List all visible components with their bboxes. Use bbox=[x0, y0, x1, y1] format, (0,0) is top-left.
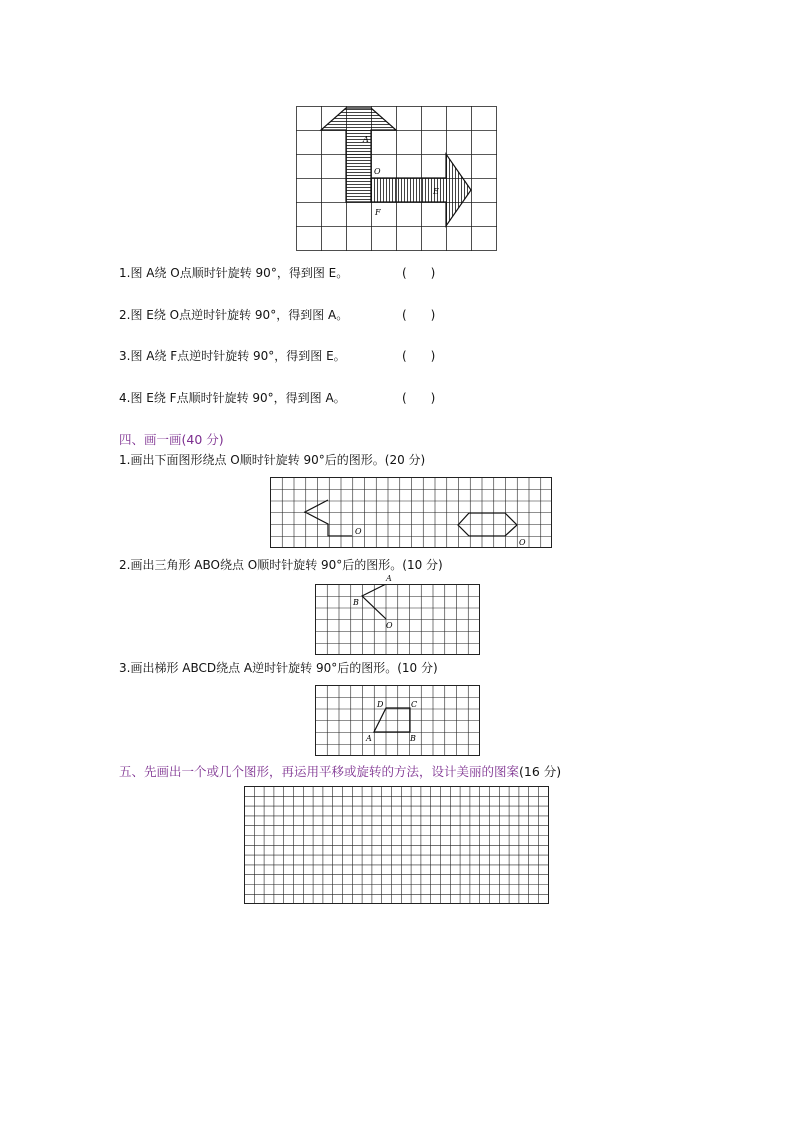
label-d-q3: D bbox=[377, 700, 384, 709]
grid-q5-lines bbox=[244, 786, 549, 904]
drawing-grid-q3[interactable] bbox=[315, 685, 480, 756]
judgement-item-3: 3.图 A绕 F点逆时针旋转 90°，得到图 E。 bbox=[119, 349, 346, 363]
answer-bracket-3[interactable]: ( ) bbox=[402, 349, 436, 363]
arrow-shape-e bbox=[371, 154, 471, 226]
grid-q1-lines bbox=[270, 477, 552, 548]
label-c-q3: C bbox=[411, 700, 418, 709]
answer-bracket-4[interactable]: ( ) bbox=[402, 391, 436, 405]
shape-angle bbox=[305, 500, 352, 536]
answer-bracket-1[interactable]: ( ) bbox=[402, 266, 436, 280]
drawing-grid-q2[interactable] bbox=[315, 584, 480, 655]
rotation-figure bbox=[296, 106, 498, 252]
section-5-heading-text: 五、先画出一个或几个图形，再运用平移或旋转的方法，设计美丽的图案 bbox=[119, 764, 520, 779]
label-o-1: O bbox=[355, 527, 362, 536]
label-e: E bbox=[433, 187, 439, 196]
judgement-item-2: 2.图 E绕 O点逆时针旋转 90°，得到图 A。 bbox=[119, 308, 349, 322]
label-a-q3: A bbox=[366, 734, 372, 743]
label-a-q2-top: A bbox=[386, 574, 392, 583]
label-f: F bbox=[375, 208, 381, 217]
section-4-heading: 四、画一画(40 分) bbox=[119, 432, 224, 447]
judgement-item-1: 1.图 A绕 O点顺时针旋转 90°，得到图 E。 bbox=[119, 266, 349, 280]
grid-q2-lines bbox=[315, 584, 480, 655]
answer-bracket-2[interactable]: ( ) bbox=[402, 308, 436, 322]
section-5-heading bbox=[119, 764, 561, 780]
design-grid[interactable] bbox=[244, 786, 549, 904]
section-4-question-1: 1.画出下面图形绕点 O顺时针旋转 90°后的图形。(20 分) bbox=[119, 453, 426, 467]
grid-q3-lines bbox=[315, 685, 480, 756]
label-o-2: O bbox=[519, 538, 526, 547]
shape-trapezoid bbox=[374, 708, 410, 732]
section-4-question-2: 2.画出三角形 ABO绕点 O顺时针旋转 90°后的图形。(10 分) bbox=[119, 558, 443, 572]
judgement-item-4: 4.图 E绕 F点顺时针旋转 90°，得到图 A。 bbox=[119, 391, 346, 405]
section-4-question-3: 3.画出梯形 ABCD绕点 A逆时针旋转 90°后的图形。(10 分) bbox=[119, 661, 438, 675]
label-o: O bbox=[374, 167, 381, 176]
label-a: A bbox=[363, 135, 369, 144]
drawing-grid-q1[interactable] bbox=[270, 477, 552, 548]
section-5-points: (16 分) bbox=[519, 764, 562, 779]
label-o-q2: O bbox=[386, 621, 393, 630]
label-b-q3: B bbox=[410, 734, 416, 743]
label-b-q2: B bbox=[353, 598, 359, 607]
